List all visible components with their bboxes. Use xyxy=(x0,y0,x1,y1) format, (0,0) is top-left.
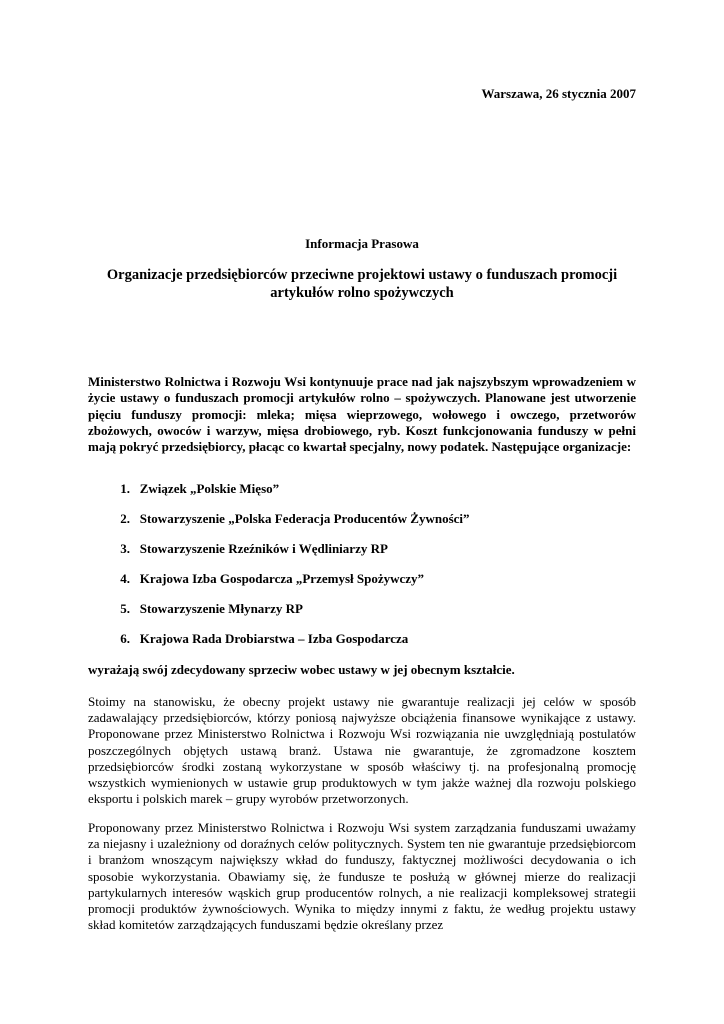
body-paragraph-2: Proponowany przez Ministerstwo Rolnictwa i Rozwoju Wsi system zarządzania funduszami uważamy za niejasny i uzależniony od doraźnych celów politycznych. System ten nie gwarantuje przedsiębiorcom i branżom wnoszącym największy wkład do funduszy, faktycznej możliwości decydowania o ich sposobie wykorzystania. Obawiamy się, że fundusze te posłużą w głównej mierze do realizacji partykularnych interesów wąskich grup producentów rolnych, a nie realizacji kompleksowej strategii promocji produktów żywnościowych. Wynika to między innymi z faktu, że według projektu ustawy skład komitetów zarządzających funduszami będzie określany przez xyxy=(88,820,636,933)
organization-name: Krajowa Izba Gospodarcza „Przemysł Spożywczy” xyxy=(139,571,425,586)
list-item-number: 3. xyxy=(120,541,130,556)
organizations-list xyxy=(88,481,636,661)
list-item xyxy=(88,571,636,601)
list-item-name xyxy=(130,571,424,601)
list-item-number: 1. xyxy=(120,481,130,496)
document-title: Organizacje przedsiębiorców przeciwne projektowi ustawy o funduszach promocji artykułów rolno spożywczych xyxy=(106,267,618,301)
date-line: Warszawa, 26 stycznia 2007 xyxy=(481,86,636,101)
list-item-number: 4. xyxy=(120,571,130,586)
list-item xyxy=(88,481,636,511)
list-item xyxy=(88,601,636,631)
document-label: Informacja Prasowa xyxy=(305,236,419,251)
list-item-number: 5. xyxy=(120,601,130,616)
list-item xyxy=(88,511,636,541)
list-item xyxy=(88,541,636,571)
list-item-name xyxy=(130,631,408,661)
list-item-name xyxy=(130,511,470,541)
body-paragraph-1: Stoimy na stanowisku, że obecny projekt ustawy nie gwarantuje realizacji jej celów w sposób zadawalający przedsiębiorców, którzy poniosą najwyższe obciążenia finansowe wynikające z ustawy. Proponowane przez Ministerstwo Rolnictwa i Rozwoju Wsi rozwiązania nie uwzględniają postulatów poszczególnych objętych ustawą branż. Ustawa nie gwarantuje, że zgromadzone kosztem przedsiębiorców środki zostaną wykorzystane w sposób właściwy tj. na profesjonalną promocję wszystkich wymienionych w ustawie grup produktowych w tym jakże ważnej dla rozwoju polskiego eksportu i polskich marek – grupy wyrobów przetworzonych. xyxy=(88,694,636,807)
organization-name: Stowarzyszenie Rzeźników i Wędliniarzy RP xyxy=(139,541,388,556)
organization-name: Związek „Polskie Mięso” xyxy=(139,481,280,496)
list-item-name xyxy=(130,541,388,571)
list-item-number: 2. xyxy=(120,511,130,526)
intro-paragraph: Ministerstwo Rolnictwa i Rozwoju Wsi kontynuuje prace nad jak najszybszym wprowadzeniem w życie ustawy o funduszach promocji artykułów rolno – spożywczych. Planowane jest utworzenie pięciu funduszy promocji: mleka; mięsa wieprzowego, wołowego i owczego, przetworów zbożowych, owoców i warzyw, mięsa drobiowego, ryb. Koszt funkcjonowania funduszy w pełni mają pokryć przedsiębiorcy, płacąc co kwartał specjalny, nowy podatek. Następujące organizacje: xyxy=(88,374,636,455)
list-item-name xyxy=(130,481,279,511)
organization-name: Krajowa Rada Drobiarstwa – Izba Gospodarcza xyxy=(139,631,409,646)
organization-name: Stowarzyszenie Młynarzy RP xyxy=(139,601,303,616)
list-item-name xyxy=(130,601,303,631)
list-item-number: 6. xyxy=(120,631,130,646)
list-item xyxy=(88,631,636,661)
organization-name: Stowarzyszenie „Polska Federacja Producentów Żywności” xyxy=(139,511,470,526)
objection-statement: wyrażają swój zdecydowany sprzeciw wobec ustawy w jej obecnym kształcie. xyxy=(88,662,515,677)
